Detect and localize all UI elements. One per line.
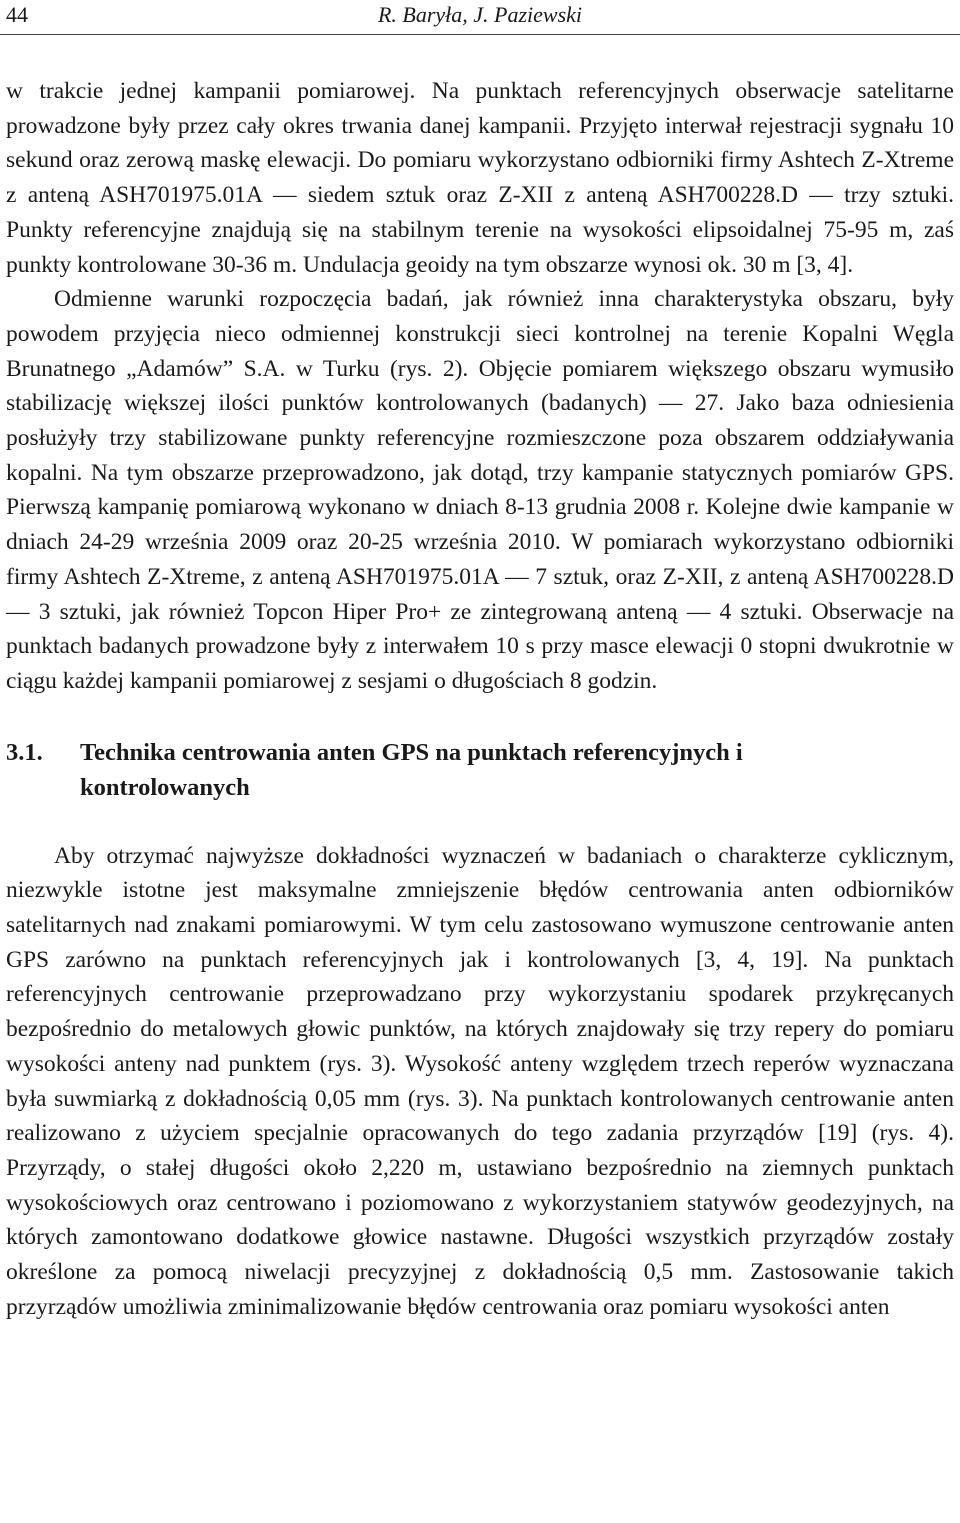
paragraph-continuation: w trakcie jednej kampanii pomiarowej. Na punktach referencyjnych obserwacje satelitarne prowadzone były przez cały okres trwania danej kampanii. Przyjęto interwał rejestracji sygnału 10 sekund oraz zerową maskę elewacji. Do pomiaru wykorzystano odbiorniki firmy Ashtech Z-Xtreme z anteną ASH701975.01A — siedem sztuk oraz Z-XII z anteną ASH700228.D — trzy sztuki. Punkty referencyjne znajdują się na stabilnym terenie na wysokości elipsoidalnej 75-95 m, zaś punkty kontrolowane 30-36 m. Undulacja geoidy na tym obszarze wynosi ok. 30 m [3, 4]. (6, 78, 954, 278)
section-title: Technika centrowania anten GPS na punktach referencyjnych i kontrolowanych (80, 738, 743, 801)
page-header (0, 0, 960, 35)
page-number: 44 (6, 2, 28, 27)
section-number: 3.1. (6, 738, 43, 766)
running-head-authors: R. Baryła, J. Paziewski (377, 2, 583, 27)
page-body (6, 74, 954, 1325)
paragraph-antenna-centering: Aby otrzymać najwyższe dokładności wyznaczeń w badaniach o charakterze cyklicznym, niezwykle istotne jest maksymalne zmniejszenie błędów centrowania anten odbiorników satelitarnych nad znakami pomiarowymi. W tym celu zastosowano wymuszone centrowanie anten GPS zarówno na punktach referencyjnych jak i kontrolowanych [3, 4, 19]. Na punktach referencyjnych centrowanie przeprowadzano przy wykorzystaniu spodarek przykręcanych bezpośrednio do metalowych głowic punktów, na których znajdowały się trzy repery do pomiaru wysokości anteny nad punktem (rys. 3). Wysokość anteny względem trzech reperów wyznaczana była suwmiarką z dokładnością 0,05 mm (rys. 3). Na punktach kontrolowanych centrowanie anten realizowano z użyciem specjalnie opracowanych do tego zadania przyrządów [19] (rys. 4). Przyrządy, o stałej długości około 2,220 m, ustawiano bezpośrednio na ziemnych punktach wysokościowych oraz centrowano i poziomowano z wykorzystaniem statywów geodezyjnych, na których zamontowano dodatkowe głowice nastawne. Długości wszystkich przyrządów zostały określone za pomocą niwelacji precyzyjnej z dokładnością 0,5 mm. Zastosowanie takich przyrządów umożliwia zminimalizowanie błędów centrowania oraz pomiaru wysokości anten (6, 842, 954, 1320)
section-heading (6, 735, 954, 805)
paragraph-adamow-network: Odmienne warunki rozpoczęcia badań, jak również inna charakterystyka obszaru, były powodem przyjęcia nieco odmiennej konstrukcji sieci kontrolnej na terenie Kopalni Węgla Brunatnego „Adamów” S.A. w Turku (rys. 2). Objęcie pomiarem większego obszaru wymusiło stabilizację większej ilości punktów kontrolowanych (badanych) — 27. Jako baza odniesienia posłużyły trzy stabilizowane punkty referencyjne rozmieszczone poza obszarem oddziaływania kopalni. Na tym obszarze przeprowadzono, jak dotąd, trzy kampanie statycznych pomiarów GPS. Pierwszą kampanię pomiarową wykonano w dniach 8-13 grudnia 2008 r. Kolejne dwie kampanie w dniach 24-29 września 2009 oraz 20-25 września 2010. W pomiarach wykorzystano odbiorniki firmy Ashtech Z-Xtreme, z anteną ASH701975.01A — 7 sztuk, oraz Z-XII, z anteną ASH700228.D — 3 sztuki, jak również Topcon Hiper Pro+ ze zintegrowaną anteną — 4 sztuki. Obserwacje na punktach badanych prowadzone były z interwałem 10 s przy masce elewacji 0 stopni dwukrotnie w ciągu każdej kampanii pomiarowej z sesjami o długościach 8 godzin. (6, 286, 954, 694)
